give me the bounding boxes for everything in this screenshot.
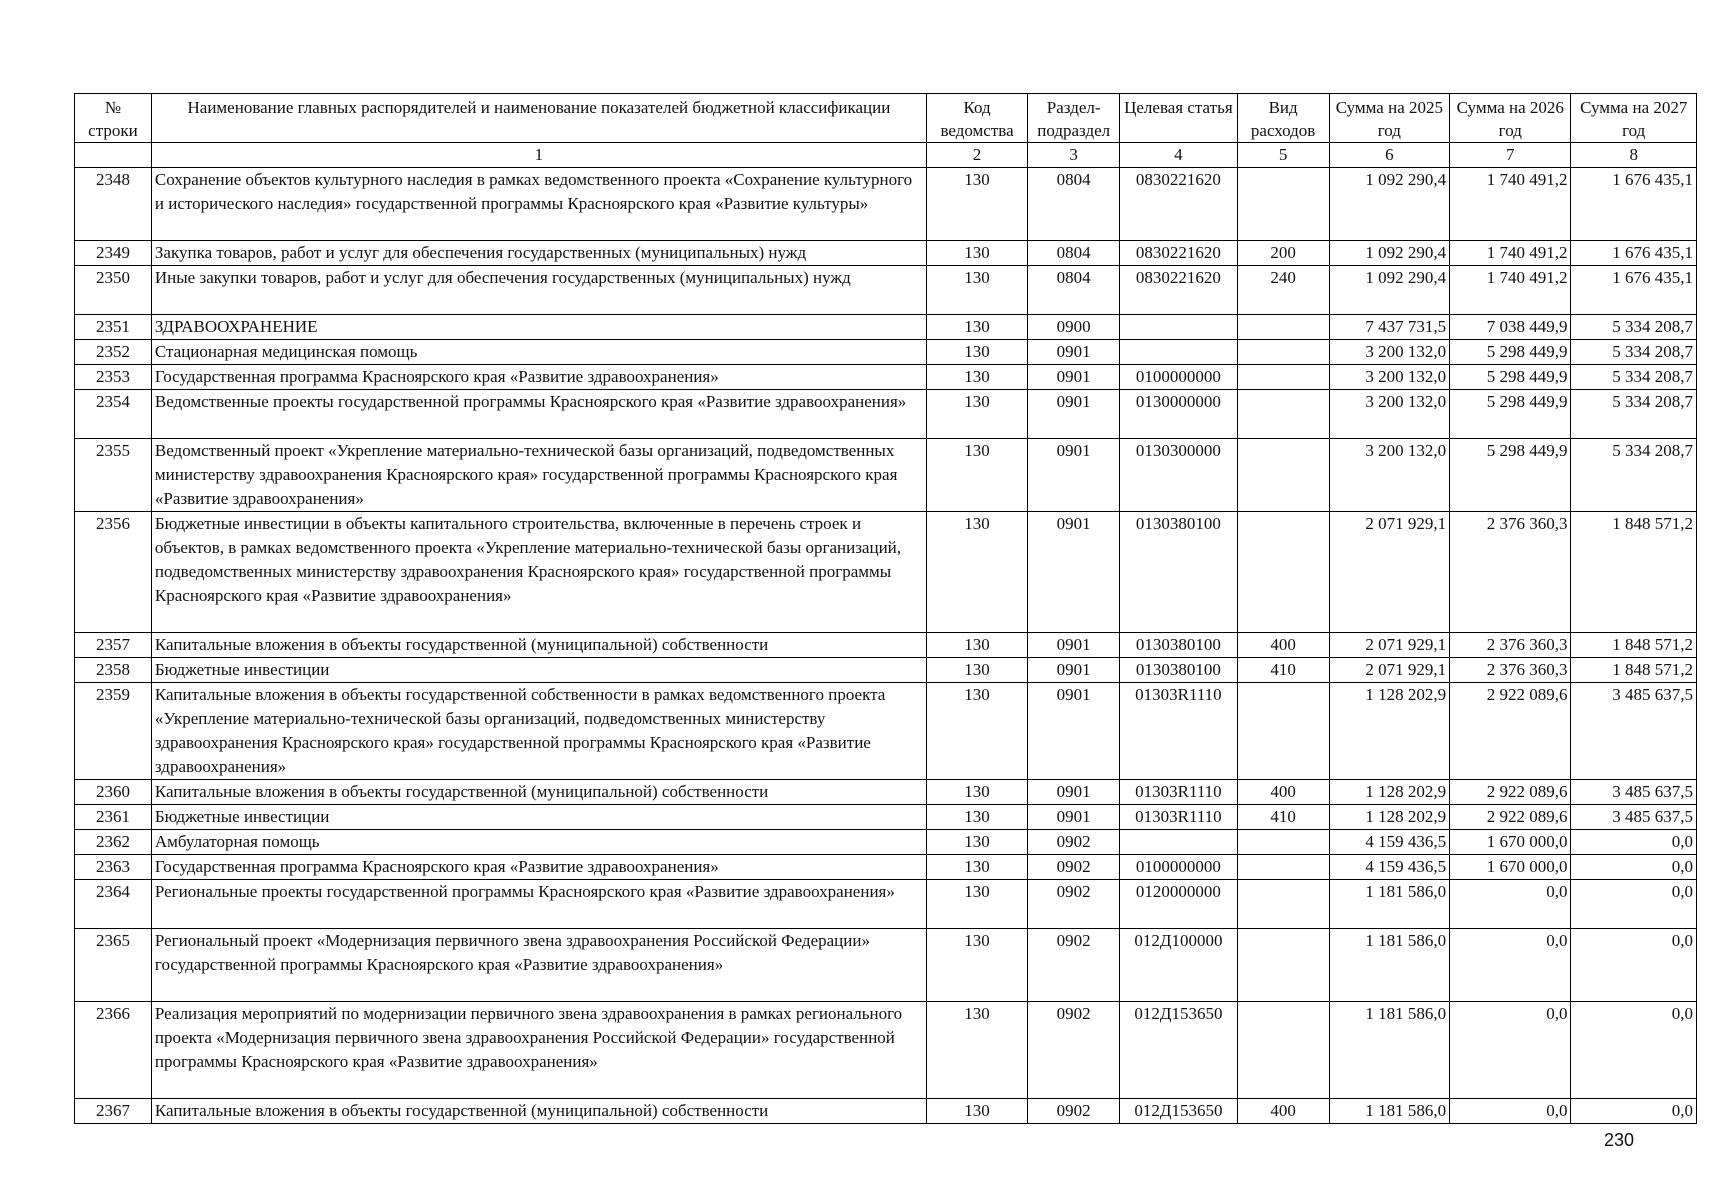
row-expense-type: 240: [1237, 266, 1329, 315]
row-sum-2025: 3 200 132,0: [1329, 365, 1449, 390]
row-sum-2027: 0,0: [1571, 880, 1697, 929]
row-sum-2027: 3 485 637,5: [1571, 780, 1697, 805]
header-sum-2025: Сумма на 2025 год: [1329, 94, 1449, 143]
row-name: Амбулаторная помощь: [151, 830, 926, 855]
row-section: 0901: [1028, 439, 1120, 512]
column-number: 7: [1450, 143, 1571, 168]
row-target: [1120, 830, 1237, 855]
row-number: 2367: [75, 1099, 152, 1124]
row-sum-2025: 1 128 202,9: [1329, 780, 1449, 805]
row-expense-type: [1237, 512, 1329, 633]
header-row-no: № строки: [75, 94, 152, 143]
row-target: 0830221620: [1120, 266, 1237, 315]
row-sum-2025: 3 200 132,0: [1329, 439, 1449, 512]
row-sum-2025: 2 071 929,1: [1329, 658, 1449, 683]
row-sum-2027: 5 334 208,7: [1571, 365, 1697, 390]
row-target: 0120000000: [1120, 880, 1237, 929]
row-sum-2025: 1 128 202,9: [1329, 805, 1449, 830]
table-row: [75, 1002, 1697, 1099]
row-name: Бюджетные инвестиции: [151, 805, 926, 830]
row-expense-type: [1237, 855, 1329, 880]
column-number: 6: [1329, 143, 1449, 168]
row-expense-type: [1237, 1002, 1329, 1099]
row-sum-2025: 1 092 290,4: [1329, 168, 1449, 241]
row-sum-2025: 2 071 929,1: [1329, 512, 1449, 633]
row-sum-2026: 0,0: [1450, 929, 1571, 1002]
row-dept-code: 130: [926, 266, 1027, 315]
row-dept-code: 130: [926, 315, 1027, 340]
row-dept-code: 130: [926, 340, 1027, 365]
row-name: Бюджетные инвестиции в объекты капитального строительства, включенные в перечень строек и объектов, в рамках ведомственного проекта «Укрепление материально-технической базы организаций, подведомственных министерству здравоохранения Красноярского края» государственной программы Красноярского края «Развитие здравоохранения»: [151, 512, 926, 633]
row-sum-2026: 5 298 449,9: [1450, 340, 1571, 365]
row-section: 0901: [1028, 780, 1120, 805]
row-expense-type: [1237, 365, 1329, 390]
table-row: [75, 315, 1697, 340]
row-sum-2025: 2 071 929,1: [1329, 633, 1449, 658]
row-number: 2363: [75, 855, 152, 880]
row-sum-2026: 5 298 449,9: [1450, 439, 1571, 512]
row-sum-2026: 0,0: [1450, 1002, 1571, 1099]
row-dept-code: 130: [926, 1099, 1027, 1124]
row-name: Ведомственные проекты государственной программы Красноярского края «Развитие здравоохранения»: [151, 390, 926, 439]
row-sum-2025: 4 159 436,5: [1329, 855, 1449, 880]
header-expense-type: Вид расходов: [1237, 94, 1329, 143]
column-number: 2: [926, 143, 1027, 168]
row-expense-type: 200: [1237, 241, 1329, 266]
row-dept-code: 130: [926, 365, 1027, 390]
row-sum-2026: 1 670 000,0: [1450, 830, 1571, 855]
row-section: 0804: [1028, 266, 1120, 315]
row-sum-2027: 0,0: [1571, 1002, 1697, 1099]
row-sum-2027: 3 485 637,5: [1571, 805, 1697, 830]
row-sum-2026: 2 376 360,3: [1450, 633, 1571, 658]
column-number: 4: [1120, 143, 1237, 168]
table-row: [75, 365, 1697, 390]
table-row: [75, 880, 1697, 929]
row-sum-2026: 2 922 089,6: [1450, 780, 1571, 805]
row-target: 012Д153650: [1120, 1099, 1237, 1124]
row-section: 0804: [1028, 241, 1120, 266]
row-dept-code: 130: [926, 683, 1027, 780]
row-sum-2025: 1 181 586,0: [1329, 1002, 1449, 1099]
row-expense-type: 410: [1237, 805, 1329, 830]
row-sum-2027: 0,0: [1571, 855, 1697, 880]
row-sum-2027: 1 676 435,1: [1571, 266, 1697, 315]
row-dept-code: 130: [926, 880, 1027, 929]
row-target: 0100000000: [1120, 365, 1237, 390]
table-row: [75, 780, 1697, 805]
row-sum-2027: 0,0: [1571, 1099, 1697, 1124]
row-section: 0804: [1028, 168, 1120, 241]
header-sum-2027: Сумма на 2027 год: [1571, 94, 1697, 143]
table-row: [75, 439, 1697, 512]
row-sum-2027: 5 334 208,7: [1571, 340, 1697, 365]
table-row: [75, 855, 1697, 880]
row-sum-2026: 2 376 360,3: [1450, 658, 1571, 683]
row-sum-2027: 0,0: [1571, 830, 1697, 855]
row-sum-2025: 1 092 290,4: [1329, 266, 1449, 315]
table-row: [75, 266, 1697, 315]
row-sum-2025: 3 200 132,0: [1329, 390, 1449, 439]
header-sum-2026: Сумма на 2026 год: [1450, 94, 1571, 143]
row-number: 2356: [75, 512, 152, 633]
row-sum-2026: 5 298 449,9: [1450, 365, 1571, 390]
row-name: Капитальные вложения в объекты государственной (муниципальной) собственности: [151, 633, 926, 658]
row-sum-2026: 1 670 000,0: [1450, 855, 1571, 880]
row-section: 0901: [1028, 658, 1120, 683]
row-name: Иные закупки товаров, работ и услуг для обеспечения государственных (муниципальных) нужд: [151, 266, 926, 315]
header-dept-code: Код ведомства: [926, 94, 1027, 143]
table-row: [75, 929, 1697, 1002]
row-section: 0901: [1028, 365, 1120, 390]
row-target: 01303R1110: [1120, 780, 1237, 805]
row-dept-code: 130: [926, 805, 1027, 830]
row-target: 0130300000: [1120, 439, 1237, 512]
row-number: 2359: [75, 683, 152, 780]
row-dept-code: 130: [926, 855, 1027, 880]
row-target: 01303R1110: [1120, 683, 1237, 780]
row-number: 2361: [75, 805, 152, 830]
row-number: 2362: [75, 830, 152, 855]
row-section: 0902: [1028, 929, 1120, 1002]
row-expense-type: [1237, 340, 1329, 365]
row-section: 0901: [1028, 390, 1120, 439]
row-target: 0100000000: [1120, 855, 1237, 880]
column-number: [75, 143, 152, 168]
row-sum-2026: 5 298 449,9: [1450, 390, 1571, 439]
row-number: 2366: [75, 1002, 152, 1099]
row-sum-2025: 7 437 731,5: [1329, 315, 1449, 340]
row-section: 0901: [1028, 633, 1120, 658]
table-row: [75, 830, 1697, 855]
table-row: [75, 168, 1697, 241]
row-name: Капитальные вложения в объекты государственной (муниципальной) собственности: [151, 1099, 926, 1124]
row-name: Региональные проекты государственной программы Красноярского края «Развитие здравоохранения»: [151, 880, 926, 929]
row-section: 0901: [1028, 805, 1120, 830]
row-dept-code: 130: [926, 241, 1027, 266]
table-row: [75, 683, 1697, 780]
row-name: Государственная программа Красноярского края «Развитие здравоохранения»: [151, 855, 926, 880]
row-section: 0901: [1028, 340, 1120, 365]
row-expense-type: [1237, 168, 1329, 241]
row-target: [1120, 340, 1237, 365]
row-number: 2348: [75, 168, 152, 241]
row-target: 0130380100: [1120, 633, 1237, 658]
table-row: [75, 1099, 1697, 1124]
row-sum-2025: 3 200 132,0: [1329, 340, 1449, 365]
row-expense-type: [1237, 439, 1329, 512]
row-expense-type: [1237, 315, 1329, 340]
table-row: [75, 633, 1697, 658]
row-name: Реализация мероприятий по модернизации первичного звена здравоохранения в рамках регионального проекта «Модернизация первичного звена здравоохранения Российской Федерации» государственной программы Красноярского края «Развитие здравоохранения»: [151, 1002, 926, 1099]
row-name: Закупка товаров, работ и услуг для обеспечения государственных (муниципальных) нужд: [151, 241, 926, 266]
table-row: [75, 390, 1697, 439]
row-target: 0830221620: [1120, 168, 1237, 241]
row-sum-2027: 1 676 435,1: [1571, 241, 1697, 266]
row-name: ЗДРАВООХРАНЕНИЕ: [151, 315, 926, 340]
row-section: 0901: [1028, 512, 1120, 633]
row-expense-type: [1237, 880, 1329, 929]
header-section: Раздел-подраздел: [1028, 94, 1120, 143]
row-sum-2026: 7 038 449,9: [1450, 315, 1571, 340]
row-sum-2026: 2 376 360,3: [1450, 512, 1571, 633]
row-name: Сохранение объектов культурного наследия в рамках ведомственного проекта «Сохранение культурного и исторического наследия» государственной программы Красноярского края «Развитие культуры»: [151, 168, 926, 241]
row-dept-code: 130: [926, 658, 1027, 683]
row-sum-2025: 1 128 202,9: [1329, 683, 1449, 780]
row-sum-2027: 1 848 571,2: [1571, 512, 1697, 633]
row-name: Стационарная медицинская помощь: [151, 340, 926, 365]
row-section: 0901: [1028, 683, 1120, 780]
row-number: 2364: [75, 880, 152, 929]
row-dept-code: 130: [926, 390, 1027, 439]
row-sum-2025: 1 181 586,0: [1329, 1099, 1449, 1124]
row-target: 0130000000: [1120, 390, 1237, 439]
row-sum-2026: 0,0: [1450, 880, 1571, 929]
column-number: 1: [151, 143, 926, 168]
row-expense-type: [1237, 390, 1329, 439]
row-sum-2026: 1 740 491,2: [1450, 241, 1571, 266]
row-sum-2025: 1 181 586,0: [1329, 929, 1449, 1002]
row-sum-2026: 0,0: [1450, 1099, 1571, 1124]
row-number: 2358: [75, 658, 152, 683]
row-dept-code: 130: [926, 512, 1027, 633]
row-dept-code: 130: [926, 830, 1027, 855]
row-section: 0902: [1028, 1099, 1120, 1124]
row-sum-2027: 1 676 435,1: [1571, 168, 1697, 241]
row-sum-2027: 1 848 571,2: [1571, 658, 1697, 683]
row-number: 2360: [75, 780, 152, 805]
row-name: Государственная программа Красноярского края «Развитие здравоохранения»: [151, 365, 926, 390]
row-sum-2027: 5 334 208,7: [1571, 439, 1697, 512]
row-expense-type: [1237, 929, 1329, 1002]
column-numbers-row: [75, 143, 1697, 168]
row-expense-type: 400: [1237, 1099, 1329, 1124]
table-row: [75, 512, 1697, 633]
column-number: 5: [1237, 143, 1329, 168]
row-dept-code: 130: [926, 780, 1027, 805]
row-number: 2357: [75, 633, 152, 658]
row-sum-2027: 1 848 571,2: [1571, 633, 1697, 658]
row-number: 2355: [75, 439, 152, 512]
row-section: 0902: [1028, 830, 1120, 855]
row-expense-type: [1237, 830, 1329, 855]
table-row: [75, 805, 1697, 830]
table-row: [75, 658, 1697, 683]
row-number: 2352: [75, 340, 152, 365]
row-number: 2365: [75, 929, 152, 1002]
row-sum-2027: 3 485 637,5: [1571, 683, 1697, 780]
row-sum-2027: 5 334 208,7: [1571, 315, 1697, 340]
row-target: 0830221620: [1120, 241, 1237, 266]
row-section: 0902: [1028, 1002, 1120, 1099]
row-target: [1120, 315, 1237, 340]
row-section: 0902: [1028, 855, 1120, 880]
row-section: 0900: [1028, 315, 1120, 340]
table-row: [75, 241, 1697, 266]
row-sum-2025: 1 181 586,0: [1329, 880, 1449, 929]
header-row: [75, 94, 1697, 143]
row-dept-code: 130: [926, 633, 1027, 658]
row-sum-2026: 1 740 491,2: [1450, 266, 1571, 315]
row-target: 0130380100: [1120, 658, 1237, 683]
row-number: 2350: [75, 266, 152, 315]
row-sum-2026: 2 922 089,6: [1450, 683, 1571, 780]
row-expense-type: 400: [1237, 780, 1329, 805]
row-expense-type: 400: [1237, 633, 1329, 658]
row-name: Капитальные вложения в объекты государственной (муниципальной) собственности: [151, 780, 926, 805]
row-dept-code: 130: [926, 1002, 1027, 1099]
row-name: Бюджетные инвестиции: [151, 658, 926, 683]
row-section: 0902: [1028, 880, 1120, 929]
row-dept-code: 130: [926, 439, 1027, 512]
header-name: Наименование главных распорядителей и наименование показателей бюджетной классификации: [151, 94, 926, 143]
row-target: 012Д153650: [1120, 1002, 1237, 1099]
row-target: 012Д100000: [1120, 929, 1237, 1002]
table-row: [75, 340, 1697, 365]
row-sum-2025: 4 159 436,5: [1329, 830, 1449, 855]
row-number: 2353: [75, 365, 152, 390]
row-sum-2027: 0,0: [1571, 929, 1697, 1002]
row-dept-code: 130: [926, 168, 1027, 241]
row-sum-2026: 1 740 491,2: [1450, 168, 1571, 241]
row-expense-type: 410: [1237, 658, 1329, 683]
row-expense-type: [1237, 683, 1329, 780]
column-number: 3: [1028, 143, 1120, 168]
row-sum-2025: 1 092 290,4: [1329, 241, 1449, 266]
row-number: 2351: [75, 315, 152, 340]
row-number: 2349: [75, 241, 152, 266]
header-target: Целевая статья: [1120, 94, 1237, 143]
row-sum-2026: 2 922 089,6: [1450, 805, 1571, 830]
row-number: 2354: [75, 390, 152, 439]
row-name: Капитальные вложения в объекты государственной собственности в рамках ведомственного проекта «Укрепление материально-технической базы организаций, подведомственных министерству здравоохранения Красноярского края» государственной программы Красноярского края «Развитие здравоохранения»: [151, 683, 926, 780]
row-name: Региональный проект «Модернизация первичного звена здравоохранения Российской Федерации» государственной программы Красноярского края «Развитие здравоохранения»: [151, 929, 926, 1002]
column-number: 8: [1571, 143, 1697, 168]
page-number: 230: [1604, 1130, 1635, 1150]
budget-table: [74, 93, 1697, 1124]
row-name: Ведомственный проект «Укрепление материально-технической базы организаций, подведомственных министерству здравоохранения Красноярского края» государственной программы Красноярского края «Развитие здравоохранения»: [151, 439, 926, 512]
row-dept-code: 130: [926, 929, 1027, 1002]
row-target: 01303R1110: [1120, 805, 1237, 830]
row-sum-2027: 5 334 208,7: [1571, 390, 1697, 439]
row-target: 0130380100: [1120, 512, 1237, 633]
